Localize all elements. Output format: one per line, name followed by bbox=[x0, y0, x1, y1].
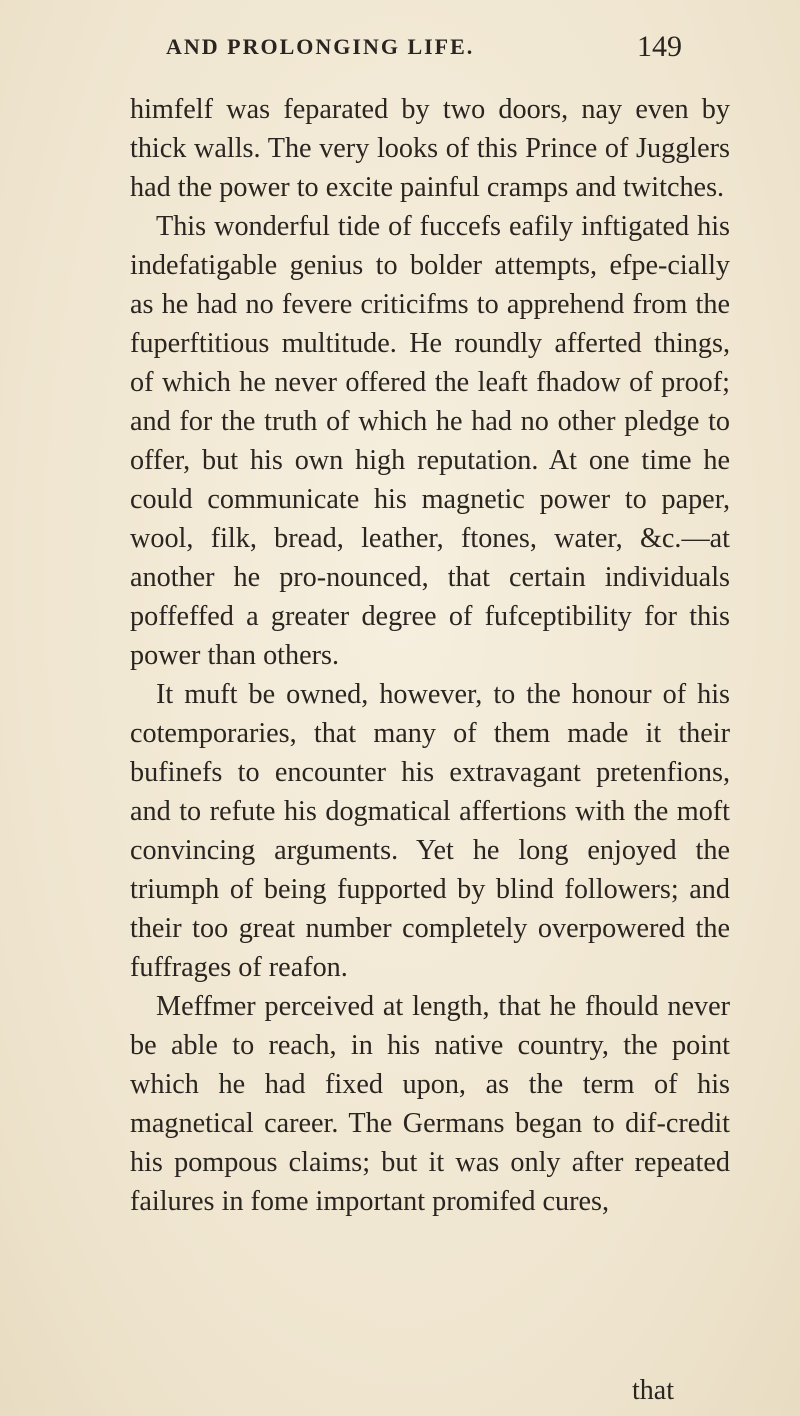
paragraph: himfelf was feparated by two doors, nay even by thick walls. The very looks of this Prince of Jugglers had the power to excite painful cramps and twitches. bbox=[130, 94, 730, 203]
paragraph: It muft be owned, however, to the honour of his cotemporaries, that many of them made it their bufinefs to encounter his extravagant pretenfions, and to refute his dogmatical affertions with the moft convincing arguments. Yet he long enjoyed the triumph of being fupported by blind followers; and their too great number completely overpowered the fuffrages of reafon. bbox=[130, 679, 730, 983]
body-text bbox=[130, 90, 730, 1221]
running-head bbox=[166, 30, 686, 70]
paragraph: Meffmer perceived at length, that he fhould never be able to reach, in his native country, the point which he had fixed upon, as the term of his magnetical career. The Germans began to dif-credit his pompous claims; but it was only after repeated failures in fome important promifed cures, bbox=[130, 991, 730, 1217]
page-number: 149 bbox=[637, 30, 682, 63]
running-title: AND PROLONGING LIFE. bbox=[166, 34, 475, 59]
paragraph: This wonderful tide of fuccefs eafily inftigated his indefatigable genius to bolder attempts, efpe-cially as he had no fevere criticifms to apprehend from the fuperftitious multitude. He roundly afferted things, of which he never offered the leaft fhadow of proof; and for the truth of which he had no other pledge to offer, but his own high reputation. At one time he could communicate his magnetic power to paper, wool, filk, bread, leather, ftones, water, &c.—at another he pro-nounced, that certain individuals poffeffed a greater degree of fufceptibility for this power than others. bbox=[130, 211, 730, 671]
catchword: that bbox=[632, 1375, 674, 1406]
